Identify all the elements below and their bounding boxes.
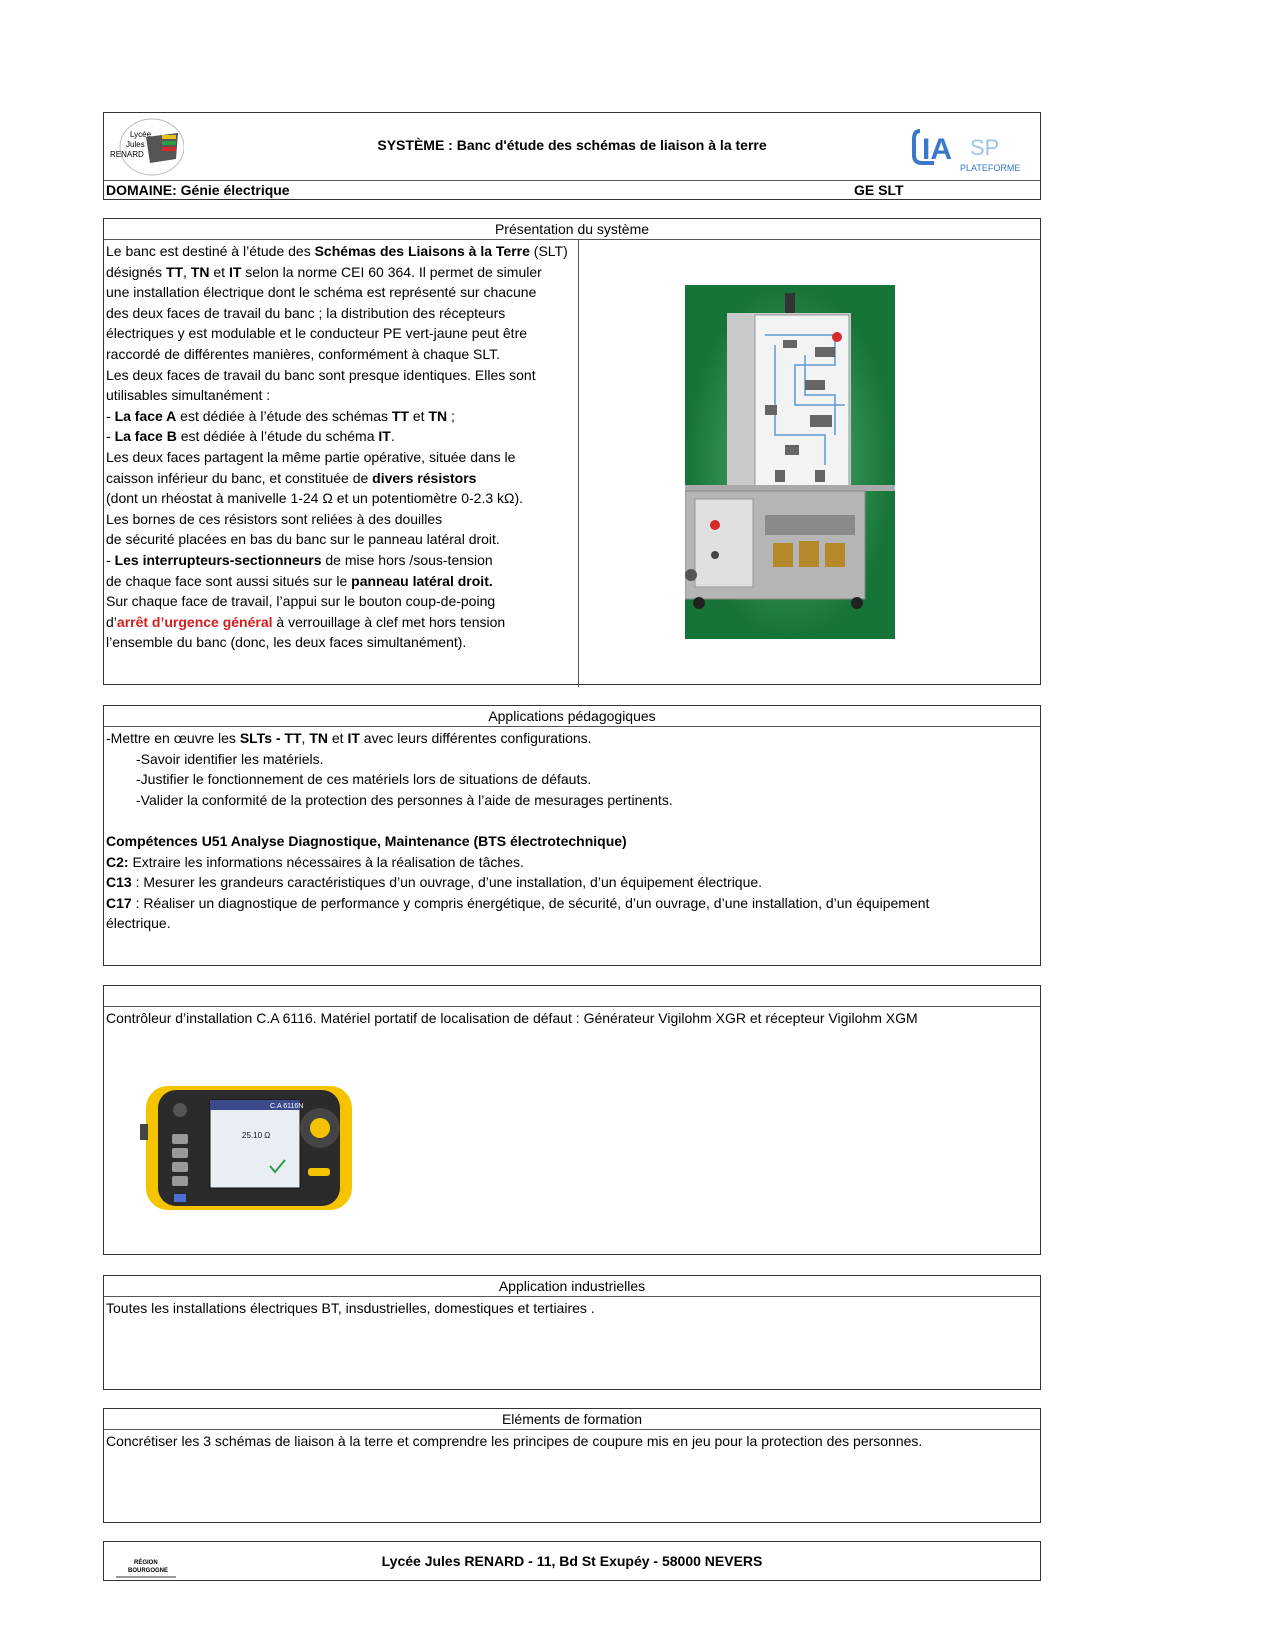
applications-text <box>104 727 1040 935</box>
competence-c2: C2: Extraire les informations nécessaires à la réalisation de tâches. <box>106 853 524 870</box>
spacer <box>106 810 1038 831</box>
presentation-text <box>104 240 579 687</box>
school-logo-text-1: Lycée <box>130 130 152 139</box>
formation-text: Concrétiser les 3 schémas de liaison à la terre et comprendre les principes de coupure mis en jeu pour la protection des personnes. <box>106 1433 923 1449</box>
device-model-text: C.A 6116N <box>270 1103 304 1110</box>
iasp-logo-caption: PLATEFORME <box>960 163 1021 173</box>
apps-line: -Valider la conformité de la protection des personnes à l’aide de mesurages pertinents. <box>136 791 673 808</box>
pres-line: d’arrêt d’urgence général à verrouillage à clef met hors tension <box>106 613 506 630</box>
pres-line: désignés TT, TN et IT selon la norme CEI 60 364. Il permet de simuler <box>106 263 542 280</box>
school-logo-text-2: Jules <box>126 140 145 149</box>
formation-title: Eléments de formation <box>104 1409 1040 1430</box>
header-title-row <box>104 113 1040 181</box>
pres-line: - Les interrupteurs-sectionneurs de mise hors /sous-tension <box>106 551 493 568</box>
presentation-image-cell <box>575 240 1040 685</box>
region-logo-line-2: BOURGOGNE <box>128 1568 169 1574</box>
installation-tester-photo <box>140 1078 356 1214</box>
document-title: SYSTÈME : Banc d'étude des schémas de liaison à la terre <box>377 137 767 153</box>
pres-line: - La face B est dédiée à l’étude du schéma IT. <box>106 428 395 445</box>
pres-line: (dont un rhéostat à manivelle 1-24 Ω et un potentiomètre 0-2.3 kΩ). <box>106 490 524 507</box>
industrial-title: Application industrielles <box>104 1276 1040 1297</box>
pres-line: de chaque face sont aussi situés sur le panneau latéral droit. <box>106 572 493 589</box>
competence-c17-cont: électrique. <box>106 915 171 932</box>
presentation-title: Présentation du système <box>104 219 1040 240</box>
pres-line: raccordé de différentes manières, conformément à chaque SLT. <box>106 345 501 362</box>
equipment-section <box>103 985 1041 1255</box>
apps-line: -Mettre en œuvre les SLTs - TT, TN et IT avec leurs différentes configurations. <box>106 730 592 746</box>
svg-text:IA: IA <box>922 133 952 166</box>
industrial-text: Toutes les installations électriques BT, insdustrielles, domestiques et tertiaires . <box>106 1300 595 1316</box>
footer-address: Lycée Jules RENARD - 11, Bd St Exupéy - 58000 NEVERS <box>381 1553 763 1569</box>
equipment-title-row <box>104 986 1040 1007</box>
equipment-text: Contrôleur d’installation C.A 6116. Matériel portatif de localisation de défaut : Générateur Vigilohm XGR et récepteur Vigilohm XGM <box>106 1010 918 1026</box>
pres-line: de sécurité placées en bas du banc sur le panneau latéral droit. <box>106 531 500 548</box>
pres-line: Les deux faces partagent la même partie opérative, située dans le <box>106 448 516 465</box>
applications-title: Applications pédagogiques <box>104 706 1040 727</box>
pres-line: Les deux faces de travail du banc sont presque identiques. Elles sont <box>106 366 536 383</box>
pres-line: utilisables simultanément : <box>106 387 271 404</box>
competence-c13: C13 : Mesurer les grandeurs caractéristiques d’un ouvrage, d’une installation, d’un équipement électrique. <box>106 874 763 891</box>
pres-line: Les bornes de ces résistors sont reliées à des douilles <box>106 510 443 527</box>
competences-title: Compétences U51 Analyse Diagnostique, Maintenance (BTS électrotechnique) <box>106 832 627 849</box>
applications-section <box>103 705 1041 966</box>
emergency-stop-text: arrêt d’urgence général <box>116 613 273 630</box>
pres-line: des deux faces de travail du banc ; la distribution des récepteurs <box>106 304 506 321</box>
iasp-platform-logo <box>912 121 1030 173</box>
device-reading-text: 25.10 Ω <box>242 1131 271 1140</box>
svg-text:SP: SP <box>970 135 1000 160</box>
pres-line: l’ensemble du banc (donc, les deux faces simultanément). <box>106 634 467 651</box>
system-code: GE SLT <box>854 182 904 198</box>
footer-block <box>103 1541 1041 1581</box>
apps-line: -Justifier le fonctionnement de ces matériels lors de situations de défauts. <box>136 771 592 788</box>
pres-line: caisson inférieur du banc, et constituée de divers résistors <box>106 469 477 486</box>
pres-line: Le banc est destiné à l’étude des Schémas des Liaisons à la Terre (SLT) <box>106 243 568 259</box>
region-logo-line-1: RÉGION <box>134 1560 158 1566</box>
apps-line: -Savoir identifier les matériels. <box>136 750 324 767</box>
pres-line: Sur chaque face de travail, l’appui sur le bouton coup-de-poing <box>106 593 496 610</box>
industrial-section <box>103 1275 1041 1390</box>
slt-bench-photo <box>685 285 895 639</box>
presentation-section <box>103 218 1041 685</box>
header-block <box>103 112 1041 200</box>
pres-line: une installation électrique dont le schéma est représenté sur chacune <box>106 284 537 301</box>
pres-line: électriques y est modulable et le conducteur PE vert-jaune peut être <box>106 325 528 342</box>
competence-c17: C17 : Réaliser un diagnostique de performance y compris énergétique, de sécurité, d’un ouvrage, d’une installation, d’un équipement <box>106 894 930 911</box>
school-logo-text-3: RENARD <box>110 150 144 159</box>
domain-label: DOMAINE: Génie électrique <box>106 182 290 198</box>
formation-section <box>103 1408 1041 1523</box>
pres-line: - La face A est dédiée à l’étude des schémas TT et TN ; <box>106 407 455 424</box>
